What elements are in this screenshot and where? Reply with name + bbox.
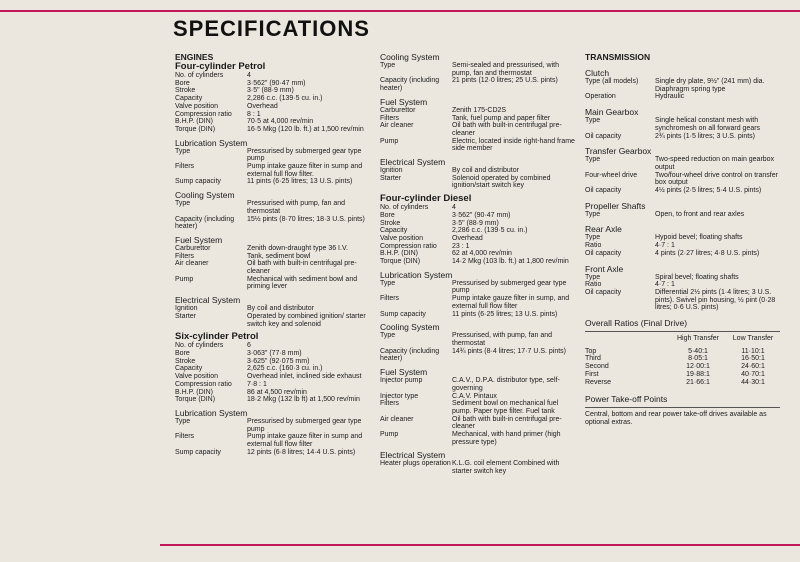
spec-label: Capacity [380,227,408,235]
spec-row [380,332,575,347]
spec-label: B.H.P. (DIN) [175,118,213,126]
spec-value: 12 pints (6·8 litres; 14·4 U.S. pints) [247,448,356,456]
propeller-spec [585,211,785,219]
ratio-gear: Third [585,355,601,363]
column-engines-cont [380,52,575,480]
spec-row [380,311,575,319]
spec-label: Injector type [380,392,419,400]
spec-value: 2,625 c.c. (160·3 cu. in.) [247,365,323,373]
spec-label: Injector pump [380,377,423,385]
electrical-heading: Electrical System [175,295,241,306]
spec-row [585,93,785,101]
spec-value: Zenith down-draught type 36 I.V. [247,244,348,252]
spec-label: Filters [175,433,195,441]
spec-row [175,418,375,433]
spec-label: Pump [175,275,194,283]
spec-value: Oil bath with built-in centrifugal pre-cleaner [452,415,562,431]
spec-value: Semi-sealed and pressurised, with pump, fan and thermostat [452,62,559,77]
spec-row [175,253,375,261]
six-petrol-spec [175,342,375,404]
spec-label: Type [175,147,191,155]
spec-label: Filters [175,252,195,260]
spec-label: Capacity (including heater) [175,215,235,231]
lubrication-heading: Lubrication System [175,137,248,148]
spec-value: K.L.G. coil element Combined with starter switch key [452,460,560,476]
electrical-spec [175,305,375,328]
spec-label: Ratio [585,242,602,250]
spec-value: 3·5" (88·9 mm) [452,219,499,227]
spec-row [175,389,375,397]
spec-value: 3·625" (92·075 mm) [247,357,310,365]
spec-value: 21 pints (12·0 litres; 25 U.S. pints) [452,77,558,85]
spec-value: 2,286 c.c. (139·5 cu. in.) [247,95,323,103]
engines-heading: ENGINES [175,52,214,62]
cooling-heading: Cooling System [175,190,235,201]
spec-value: Pressurised, with pump, fan and thermostat [452,332,552,347]
spec-row [175,245,375,253]
spec-value: Pressurised by submerged gear type pump [247,147,362,163]
spec-label: Capacity (including heater) [380,77,440,93]
spec-label: Air cleaner [380,122,414,130]
spec-label: Capacity [175,95,203,103]
ratio-high: 8·05:1 [688,355,708,363]
rear-axle-heading: Rear Axle [585,224,622,235]
spec-label: Valve position [175,373,219,381]
spec-row [175,305,375,313]
clutch-spec [585,78,785,101]
spec-value: By coil and distributor [452,167,519,175]
spec-value: Solenoid operated by combined ignition/start switch key [452,174,551,190]
spec-value: Pump intake gauze filter in sump, and external full flow filter [452,295,570,310]
spec-row [380,400,575,415]
cooling-spec [175,200,375,231]
spec-label: No. of cylinders [175,72,224,79]
spec-row [585,187,785,195]
spec-row [380,212,575,220]
diesel-cooling-spec [380,332,575,363]
spec-row [175,358,375,366]
spec-row [380,348,575,363]
spec-row [380,138,575,153]
spec-label: Type [380,279,396,287]
spec-label: Bore [175,349,190,357]
ratio-low: 40·70:1 [741,370,765,378]
spec-label: Air cleaner [175,260,209,268]
spec-value: 3·063" (77·8 mm) [247,349,302,357]
spec-label: Stroke [175,87,196,95]
spec-label: Type [585,234,601,242]
spec-value: Overhead [452,234,483,242]
ratio-gear: Second [585,363,609,371]
spec-label: Ratio [585,281,602,289]
spec-value: 7·8 : 1 [247,380,267,388]
spec-row [585,133,785,141]
spec-value: Overhead inlet, inclined side exhaust [247,373,362,381]
spec-row [175,276,375,291]
spec-value: Pressurised by submerged gear type pump [452,279,567,295]
spec-value: Electric, located inside right-hand frame side member [452,137,575,153]
ratio-row [585,371,780,379]
spec-row [380,122,575,137]
ratios-header-row [585,335,780,343]
spec-label: Starter [175,312,197,320]
ratio-high: 5·40:1 [688,347,708,355]
spec-value: 3·5" (88·9 mm) [247,87,294,95]
spec-label: Filters [380,400,400,408]
spec-row [380,258,575,266]
spec-value: 2,286 c.c. (139·5 cu. in.) [452,227,528,235]
diesel-lubrication-spec [380,280,575,319]
lubrication-spec [175,148,375,187]
cooling3-spec [380,62,575,93]
diesel-fuel-spec [380,377,575,446]
spec-label: Oil capacity [585,288,622,296]
spec-value: Open, to front and rear axles [655,210,745,218]
spec-value: Pressurised with pump, fan and thermostat [247,200,346,215]
ratio-high: 12·00:1 [686,363,710,371]
spec-label: Ignition [380,167,403,175]
spec-label: Valve position [175,102,219,110]
spec-value: 4·7 : 1 [655,281,675,289]
bottom-rule [160,544,800,546]
spec-label: Torque (DIN) [380,258,421,266]
spec-row [175,80,375,88]
spec-label: Type [585,210,601,218]
ratios-table [585,335,780,386]
ratios-high-header: High Transfer [677,335,720,343]
rear-axle-spec [585,234,785,257]
spec-label: Four-wheel drive [585,171,638,179]
spec-value: Hypoid bevel; floating shafts [655,234,743,242]
spec-row [175,87,375,95]
spec-row [175,433,375,448]
spec-row [380,175,575,190]
spec-row [175,111,375,119]
spec-value: 14¾ pints (8·4 litres; 17·7 U.S. pints) [452,347,566,355]
spec-label: Air cleaner [380,415,414,423]
spec-row [380,280,575,295]
spec-label: Operation [585,93,616,101]
spec-label: Pump [380,137,399,145]
spec-value: Mechanical, with hand primer (high pressure type) [452,431,561,446]
spec-label: Starter [380,174,402,182]
fuel3-heading: Fuel System [380,96,428,107]
spec-row [175,95,375,103]
spec-value: 6 [247,342,251,350]
spec-row [175,365,375,373]
ratios-rule [585,331,780,332]
spec-value: By coil and distributor [247,305,314,313]
spec-row [175,163,375,178]
ratio-low: 16·50:1 [741,355,765,363]
spec-row [175,342,375,350]
spec-row [175,118,375,126]
four-petrol-spec [175,72,375,134]
top-rule [0,10,800,12]
ratios-body [585,348,780,387]
diesel-fuel-heading: Fuel System [380,367,428,378]
transmission-heading: TRANSMISSION [585,52,651,62]
spec-row [175,126,375,134]
spec-label: Capacity (including heater) [380,347,440,363]
front-axle-heading: Front Axle [585,263,624,274]
spec-row [175,103,375,111]
spec-value: Overhead [247,102,278,110]
propeller-heading: Propeller Shafts [585,200,646,211]
spec-value: Mechanical with sediment bowl and priming lever [247,275,358,291]
spec-row [175,381,375,389]
spec-value: 62 at 4,000 rev/min [452,250,512,258]
spec-label: Type [175,200,191,208]
pto-text: Central, bottom and rear power take-off drives available as optional extras. [585,411,767,426]
spec-row [585,156,785,171]
spec-row [380,295,575,310]
spec-value: Differential 2½ pints (1·4 litres; 3 U.S. pints). Swivel pin housing, ½ pint (0·28 litres; 0·6 U.S. pints) [655,288,776,312]
spec-label: Type [380,332,396,340]
spec-row [380,460,575,475]
spec-row [585,211,785,219]
electrical3-heading: Electrical System [380,157,446,168]
spec-label: Filters [380,114,400,122]
spec-row [175,178,375,186]
spec-row [380,77,575,92]
spec-value: Spiral bevel; floating shafts [655,273,739,281]
spec-row [380,62,575,77]
ratio-row [585,348,780,356]
spec-row [380,393,575,401]
spec-value: 70·5 at 4,000 rev/min [247,118,314,126]
ratios-heading: Overall Ratios (Final Drive) [585,318,688,329]
ratio-row [585,355,780,363]
spec-label: No. of cylinders [175,342,224,350]
spec-row [585,78,785,93]
spec-value: Two/four-wheel drive control on transfer box output [655,171,778,187]
diesel-cooling-heading: Cooling System [380,322,440,333]
spec-row [585,242,785,250]
spec-row [380,235,575,243]
spec-value: Sediment bowl on mechanical fuel pump. Paper type filter. Fuel tank [452,400,559,415]
spec-value: 8 : 1 [247,110,261,118]
spec-row [380,167,575,175]
spec-label: Bore [380,211,395,219]
spec-row [175,313,375,328]
spec-value: 2¾ pints (1·5 litres; 3 U.S. pints) [655,132,755,140]
spec-label: Type [175,417,191,425]
spec-row [175,373,375,381]
lubrication2-heading: Lubrication System [175,407,248,418]
spec-label: Sump capacity [175,178,221,186]
spec-row [380,431,575,446]
spec-value: 11 pints (6·25 litres; 13 U.S. pints) [452,310,558,318]
spec-value: 18·2 Mkg (132 lb ft) at 1,500 rev/min [247,396,360,404]
spec-row [585,281,785,289]
page-title: SPECIFICATIONS [173,16,370,41]
four-petrol-heading: Four-cylinder Petrol [175,61,266,72]
spec-label: Compression ratio [175,380,232,388]
spec-label: Oil capacity [585,249,622,257]
spec-value: Tank, sediment bowl [247,252,311,260]
ratio-row [585,379,780,387]
ratio-low: 24·60:1 [741,363,765,371]
spec-value: 4½ pints (2·5 litres; 5·4 U.S. pints) [655,187,762,195]
front-axle-spec [585,274,785,313]
spec-label: Type [585,117,601,125]
spec-value: Single dry plate, 9½" (241 mm) dia. Diaphragm spring type [655,78,765,93]
fuel-heading: Fuel System [175,234,223,245]
spec-row [175,350,375,358]
spec-value: 4·7 : 1 [655,242,675,250]
transfer-gearbox-spec [585,156,785,195]
ratio-low: 11·10:1 [741,347,765,355]
spec-label: Ignition [175,305,198,313]
main-gearbox-heading: Main Gearbox [585,107,639,118]
ratio-low: 44·30:1 [741,378,765,386]
spec-row [585,289,785,312]
spec-label: Pump [380,431,399,439]
spec-row [585,234,785,242]
column-transmission [585,52,785,427]
spec-value: 23 : 1 [452,242,470,250]
spec-value: 4 pints (2·27 litres; 4·8 U.S. pints) [655,249,760,257]
spec-label: Type [380,62,396,69]
spec-row [175,148,375,163]
spec-row [175,449,375,457]
spec-label: Compression ratio [380,242,437,250]
clutch-heading: Clutch [585,68,610,78]
spec-row [175,200,375,215]
spec-label: Sump capacity [380,310,426,318]
spec-value: Pump intake gauze filter in sump and external full flow filter. [247,163,363,178]
spec-row [585,250,785,258]
spec-label: Type (all models) [585,78,639,85]
pto-heading: Power Take-off Points [585,394,668,405]
diesel-lubrication-heading: Lubrication System [380,269,453,280]
spec-label: Torque (DIN) [175,125,216,133]
spec-label: Heater plugs operation [380,460,451,468]
spec-value: 11 pints (6·25 litres; 13 U.S. pints) [247,178,353,186]
spec-label: B.H.P. (DIN) [175,388,213,396]
spec-value: 4 [452,204,456,212]
spec-value: Single helical constant mesh with synchromesh on all forward gears [655,117,761,132]
ratios-low-header: Low Transfer [732,335,774,343]
spec-label: Sump capacity [175,448,221,456]
spec-row [175,72,375,80]
transfer-gearbox-heading: Transfer Gearbox [585,146,652,157]
cooling3-heading: Cooling System [380,52,440,62]
column-engines [175,52,375,460]
ratios-gear-header [585,335,670,343]
spec-label: No. of cylinders [380,204,429,212]
spec-value: Oil bath with built-in centrifugal pre-cleaner [452,122,562,137]
spec-row [380,250,575,258]
spec-value: 15½ pints (8·70 litres; 18·3 U.S. pints) [247,215,365,223]
spec-label: Filters [380,295,400,303]
ratio-row [585,363,780,371]
spec-label: Compression ratio [175,110,232,118]
spec-row [380,377,575,392]
spec-value: Pressurised by submerged gear type pump [247,417,362,433]
spec-row [380,107,575,115]
spec-value: 3·562" (90·47 mm) [247,79,306,87]
spec-row [380,220,575,228]
spec-label: Capacity [175,365,203,373]
diesel-electrical-heading: Electrical System [380,450,446,461]
spec-label: Stroke [380,219,401,227]
six-petrol-heading: Six-cylinder Petrol [175,331,259,343]
spec-row [175,216,375,231]
spec-row [380,204,575,212]
spec-label: Oil capacity [585,132,622,140]
diesel-electrical-spec [380,460,575,475]
spec-row [585,117,785,132]
spec-label: Type [585,156,601,164]
ratio-high: 21·66:1 [686,378,710,386]
spec-label: Torque (DIN) [175,396,216,404]
spec-value: 3·562" (90·47 mm) [452,211,511,219]
spec-value: 14·2 Mkg (103 lb. ft.) at 1,800 rev/min [452,258,569,266]
spec-value: Pump intake gauze filter in sump and external full flow filter [247,433,363,449]
spec-row [380,416,575,431]
pto-rule [585,407,780,408]
spec-label: Carburettor [380,106,416,114]
spec-label: B.H.P. (DIN) [380,250,418,258]
lubrication2-spec [175,418,375,457]
spec-label: Valve position [380,234,424,242]
spec-value: Two-speed reduction on main gearbox output [655,156,775,171]
spec-row [380,243,575,251]
spec-row [175,396,375,404]
spec-value: Tank, fuel pump and paper filter [452,114,551,122]
spec-row [585,172,785,187]
spec-value: Hydraulic [655,93,685,101]
ratio-gear: Top [585,347,597,355]
spec-value: C.A.V., D.P.A. distributor type, self-governing [452,377,560,392]
four-diesel-spec [380,204,575,266]
main-gearbox-spec [585,117,785,140]
spec-value: Operated by combined ignition/ starter switch key and solenoid [247,312,366,328]
spec-value: Zenith 175-CD2S [452,106,507,114]
spec-value: 86 at 4,500 rev/min [247,388,307,396]
spec-label: Carburettor [175,244,211,252]
spec-label: Bore [175,79,190,87]
spec-value: 16·5 Mkg (120 lb. ft.) at 1,500 rev/min [247,125,364,133]
ratio-high: 19·88:1 [686,370,710,378]
spec-label: Stroke [175,357,196,365]
spec-label: Filters [175,163,195,171]
spec-label: Oil capacity [585,187,622,195]
spec-row [380,227,575,235]
spec-value: C.A.V. Pintaux [452,392,497,400]
spec-row [380,115,575,123]
spec-row [585,274,785,282]
electrical3-spec [380,167,575,190]
ratio-gear: First [585,370,599,378]
fuel-spec [175,245,375,291]
fuel3-spec [380,107,575,153]
ratio-gear: Reverse [585,378,612,386]
spec-label: Type [585,273,601,281]
four-diesel-heading: Four-cylinder Diesel [380,193,472,205]
spec-value: Oil bath with built-in centrifugal pre-cleaner [247,260,357,276]
spec-row [175,260,375,275]
spec-value: 4 [247,72,251,79]
